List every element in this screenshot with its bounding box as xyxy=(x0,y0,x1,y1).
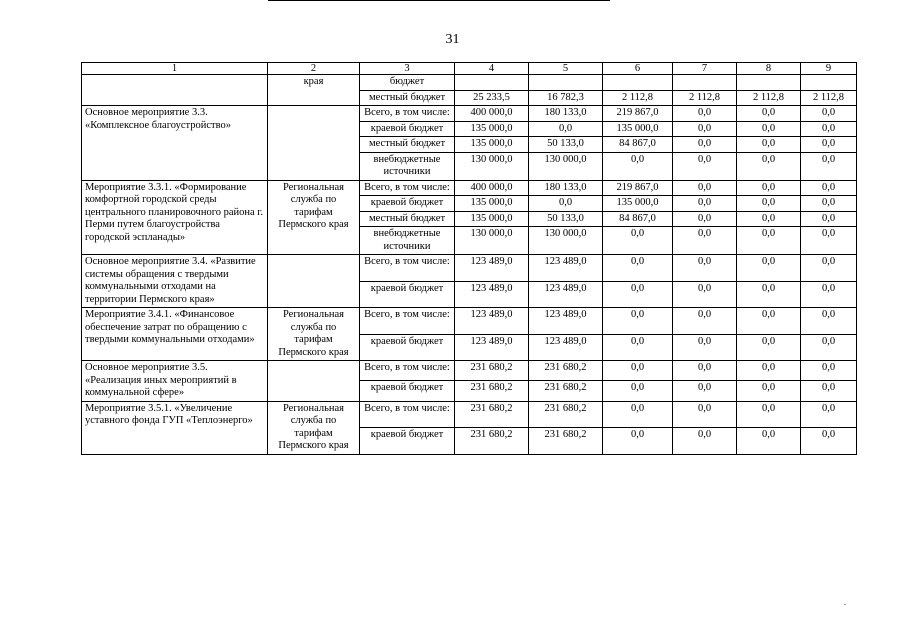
header-cell: 1 xyxy=(82,63,268,75)
value-cell: 0,0 xyxy=(801,211,857,227)
measure-title: Основное мероприятие 3.3. «Комплексное благоустройство» xyxy=(82,106,268,181)
value-cell: 135 000,0 xyxy=(455,137,529,153)
value-cell: 0,0 xyxy=(737,196,801,212)
value-cell: 0,0 xyxy=(673,137,737,153)
value-cell: 0,0 xyxy=(737,381,801,401)
value-cell: 0,0 xyxy=(673,334,737,361)
value-cell: 0,0 xyxy=(673,152,737,180)
continuation-label-cell: бюджет xyxy=(360,75,455,91)
value-cell: 0,0 xyxy=(801,308,857,335)
header-cell: 8 xyxy=(737,63,801,75)
value-cell: 0,0 xyxy=(603,401,673,428)
value-cell: 84 867,0 xyxy=(603,137,673,153)
value-cell: 0,0 xyxy=(737,180,801,196)
source-label: местный бюджет xyxy=(360,137,455,153)
source-label: краевой бюджет xyxy=(360,196,455,212)
value-cell: 0,0 xyxy=(673,308,737,335)
value-cell: 0,0 xyxy=(603,227,673,255)
value-cell: 0,0 xyxy=(673,255,737,282)
executor-cell xyxy=(268,106,360,181)
value-cell: 135 000,0 xyxy=(455,121,529,137)
value-cell: 0,0 xyxy=(603,152,673,180)
table-row xyxy=(82,361,857,381)
continuation-title-cell xyxy=(82,75,268,106)
value-cell: 0,0 xyxy=(673,211,737,227)
value-cell: 0,0 xyxy=(801,152,857,180)
value-cell: 0,0 xyxy=(737,401,801,428)
value-cell: 135 000,0 xyxy=(455,211,529,227)
value-cell: 0,0 xyxy=(529,121,603,137)
value-cell: 0,0 xyxy=(801,106,857,122)
source-label: краевой бюджет xyxy=(360,281,455,308)
value-cell: 180 133,0 xyxy=(529,180,603,196)
source-label: Всего, в том числе: xyxy=(360,361,455,381)
header-cell: 7 xyxy=(673,63,737,75)
continuation-row xyxy=(82,75,857,91)
value-cell: 16 782,3 xyxy=(529,90,603,106)
value-cell: 231 680,2 xyxy=(529,401,603,428)
empty-cell xyxy=(673,75,737,91)
value-cell: 130 000,0 xyxy=(529,152,603,180)
executor-cell: Региональная служба по тарифам Пермского края xyxy=(268,308,360,361)
value-cell: 0,0 xyxy=(737,106,801,122)
value-cell: 231 680,2 xyxy=(455,428,529,455)
value-cell: 400 000,0 xyxy=(455,180,529,196)
value-cell: 231 680,2 xyxy=(455,401,529,428)
measure-title: Основное мероприятие 3.4. «Развитие системы обращения с твердыми коммунальными отходами на территории Пермского края» xyxy=(82,255,268,308)
value-cell: 231 680,2 xyxy=(529,361,603,381)
table-row xyxy=(82,106,857,122)
value-cell: 0,0 xyxy=(801,281,857,308)
value-cell: 0,0 xyxy=(737,361,801,381)
value-cell: 0,0 xyxy=(603,334,673,361)
value-cell: 0,0 xyxy=(673,428,737,455)
value-cell: 0,0 xyxy=(801,381,857,401)
source-label: Всего, в том числе: xyxy=(360,401,455,428)
empty-cell xyxy=(603,75,673,91)
value-cell: 0,0 xyxy=(737,121,801,137)
value-cell: 130 000,0 xyxy=(455,227,529,255)
source-label: внебюджетные источники xyxy=(360,227,455,255)
value-cell: 123 489,0 xyxy=(455,334,529,361)
value-cell: 0,0 xyxy=(801,227,857,255)
page-number: 31 xyxy=(445,32,460,47)
value-cell: 0,0 xyxy=(673,401,737,428)
value-cell: 0,0 xyxy=(737,255,801,282)
value-cell: 180 133,0 xyxy=(529,106,603,122)
measure-title: Мероприятие 3.5.1. «Увеличение уставного фонда ГУП «Теплоэнерго» xyxy=(82,401,268,454)
value-cell: 0,0 xyxy=(801,361,857,381)
table-row xyxy=(82,308,857,335)
value-cell: 0,0 xyxy=(737,227,801,255)
table-row xyxy=(82,255,857,282)
value-cell: 130 000,0 xyxy=(455,152,529,180)
value-cell: 0,0 xyxy=(603,308,673,335)
value-cell: 123 489,0 xyxy=(455,281,529,308)
source-label: Всего, в том числе: xyxy=(360,180,455,196)
budget-table xyxy=(81,62,857,455)
value-cell: 0,0 xyxy=(801,137,857,153)
value-cell: 123 489,0 xyxy=(529,281,603,308)
value-cell: 123 489,0 xyxy=(529,255,603,282)
value-cell: 0,0 xyxy=(673,281,737,308)
top-rule xyxy=(268,0,610,1)
value-cell: 231 680,2 xyxy=(529,428,603,455)
value-cell: 123 489,0 xyxy=(455,308,529,335)
value-cell: 2 112,8 xyxy=(603,90,673,106)
continuation-executor-cell: края xyxy=(268,75,360,106)
value-cell: 219 867,0 xyxy=(603,106,673,122)
executor-cell xyxy=(268,361,360,402)
source-label: Всего, в том числе: xyxy=(360,308,455,335)
value-cell: 0,0 xyxy=(603,381,673,401)
header-cell: 9 xyxy=(801,63,857,75)
value-cell: 135 000,0 xyxy=(603,196,673,212)
value-cell: 0,0 xyxy=(737,428,801,455)
value-cell: 0,0 xyxy=(673,106,737,122)
value-cell: 0,0 xyxy=(801,401,857,428)
value-cell: 50 133,0 xyxy=(529,137,603,153)
value-cell: 0,0 xyxy=(801,334,857,361)
value-cell: 231 680,2 xyxy=(529,381,603,401)
value-cell: 219 867,0 xyxy=(603,180,673,196)
value-cell: 0,0 xyxy=(673,121,737,137)
value-cell: 0,0 xyxy=(801,180,857,196)
source-label: внебюджетные источники xyxy=(360,152,455,180)
table-row xyxy=(82,401,857,428)
measure-title: Основное мероприятие 3.5. «Реализация иных мероприятий в коммунальной сфере» xyxy=(82,361,268,402)
source-label: краевой бюджет xyxy=(360,334,455,361)
empty-cell xyxy=(737,75,801,91)
value-cell: 0,0 xyxy=(801,196,857,212)
value-cell: 0,0 xyxy=(737,281,801,308)
source-label: Всего, в том числе: xyxy=(360,255,455,282)
value-cell: 0,0 xyxy=(737,211,801,227)
scan-artifact xyxy=(844,604,846,605)
value-cell: 2 112,8 xyxy=(737,90,801,106)
value-cell: 0,0 xyxy=(673,381,737,401)
value-cell: 135 000,0 xyxy=(603,121,673,137)
value-cell: 0,0 xyxy=(801,428,857,455)
value-cell: 0,0 xyxy=(737,334,801,361)
executor-cell xyxy=(268,255,360,308)
value-cell: 231 680,2 xyxy=(455,361,529,381)
header-cell: 5 xyxy=(529,63,603,75)
source-label: краевой бюджет xyxy=(360,428,455,455)
value-cell: 0,0 xyxy=(673,180,737,196)
value-cell: 123 489,0 xyxy=(529,334,603,361)
source-label: местный бюджет xyxy=(360,90,455,106)
source-label: местный бюджет xyxy=(360,211,455,227)
value-cell: 0,0 xyxy=(603,281,673,308)
measure-title: Мероприятие 3.3.1. «Формирование комфортной городской среды центрального планировочного района г. Перми путем благоустройства городской эспланады» xyxy=(82,180,268,255)
executor-cell: Региональная служба по тарифам Пермского края xyxy=(268,401,360,454)
header-cell: 2 xyxy=(268,63,360,75)
value-cell: 0,0 xyxy=(737,152,801,180)
source-label: Всего, в том числе: xyxy=(360,106,455,122)
header-cell: 3 xyxy=(360,63,455,75)
value-cell: 0,0 xyxy=(801,255,857,282)
value-cell: 2 112,8 xyxy=(801,90,857,106)
value-cell: 25 233,5 xyxy=(455,90,529,106)
measure-title: Мероприятие 3.4.1. «Финансовое обеспечение затрат по обращению с твердыми коммунальными отходами» xyxy=(82,308,268,361)
value-cell: 123 489,0 xyxy=(455,255,529,282)
source-label: краевой бюджет xyxy=(360,121,455,137)
value-cell: 0,0 xyxy=(673,361,737,381)
value-cell: 0,0 xyxy=(737,308,801,335)
value-cell: 0,0 xyxy=(603,255,673,282)
value-cell: 0,0 xyxy=(673,196,737,212)
value-cell: 0,0 xyxy=(801,121,857,137)
value-cell: 0,0 xyxy=(673,227,737,255)
value-cell: 0,0 xyxy=(737,137,801,153)
source-label: краевой бюджет xyxy=(360,381,455,401)
value-cell: 400 000,0 xyxy=(455,106,529,122)
value-cell: 50 133,0 xyxy=(529,211,603,227)
value-cell: 2 112,8 xyxy=(673,90,737,106)
value-cell: 231 680,2 xyxy=(455,381,529,401)
value-cell: 0,0 xyxy=(603,361,673,381)
empty-cell xyxy=(455,75,529,91)
value-cell: 123 489,0 xyxy=(529,308,603,335)
header-cell: 6 xyxy=(603,63,673,75)
empty-cell xyxy=(801,75,857,91)
value-cell: 84 867,0 xyxy=(603,211,673,227)
value-cell: 0,0 xyxy=(603,428,673,455)
header-row xyxy=(82,63,857,75)
empty-cell xyxy=(529,75,603,91)
value-cell: 0,0 xyxy=(529,196,603,212)
table-row xyxy=(82,180,857,196)
value-cell: 130 000,0 xyxy=(529,227,603,255)
value-cell: 135 000,0 xyxy=(455,196,529,212)
header-cell: 4 xyxy=(455,63,529,75)
executor-cell: Региональная служба по тарифам Пермского края xyxy=(268,180,360,255)
